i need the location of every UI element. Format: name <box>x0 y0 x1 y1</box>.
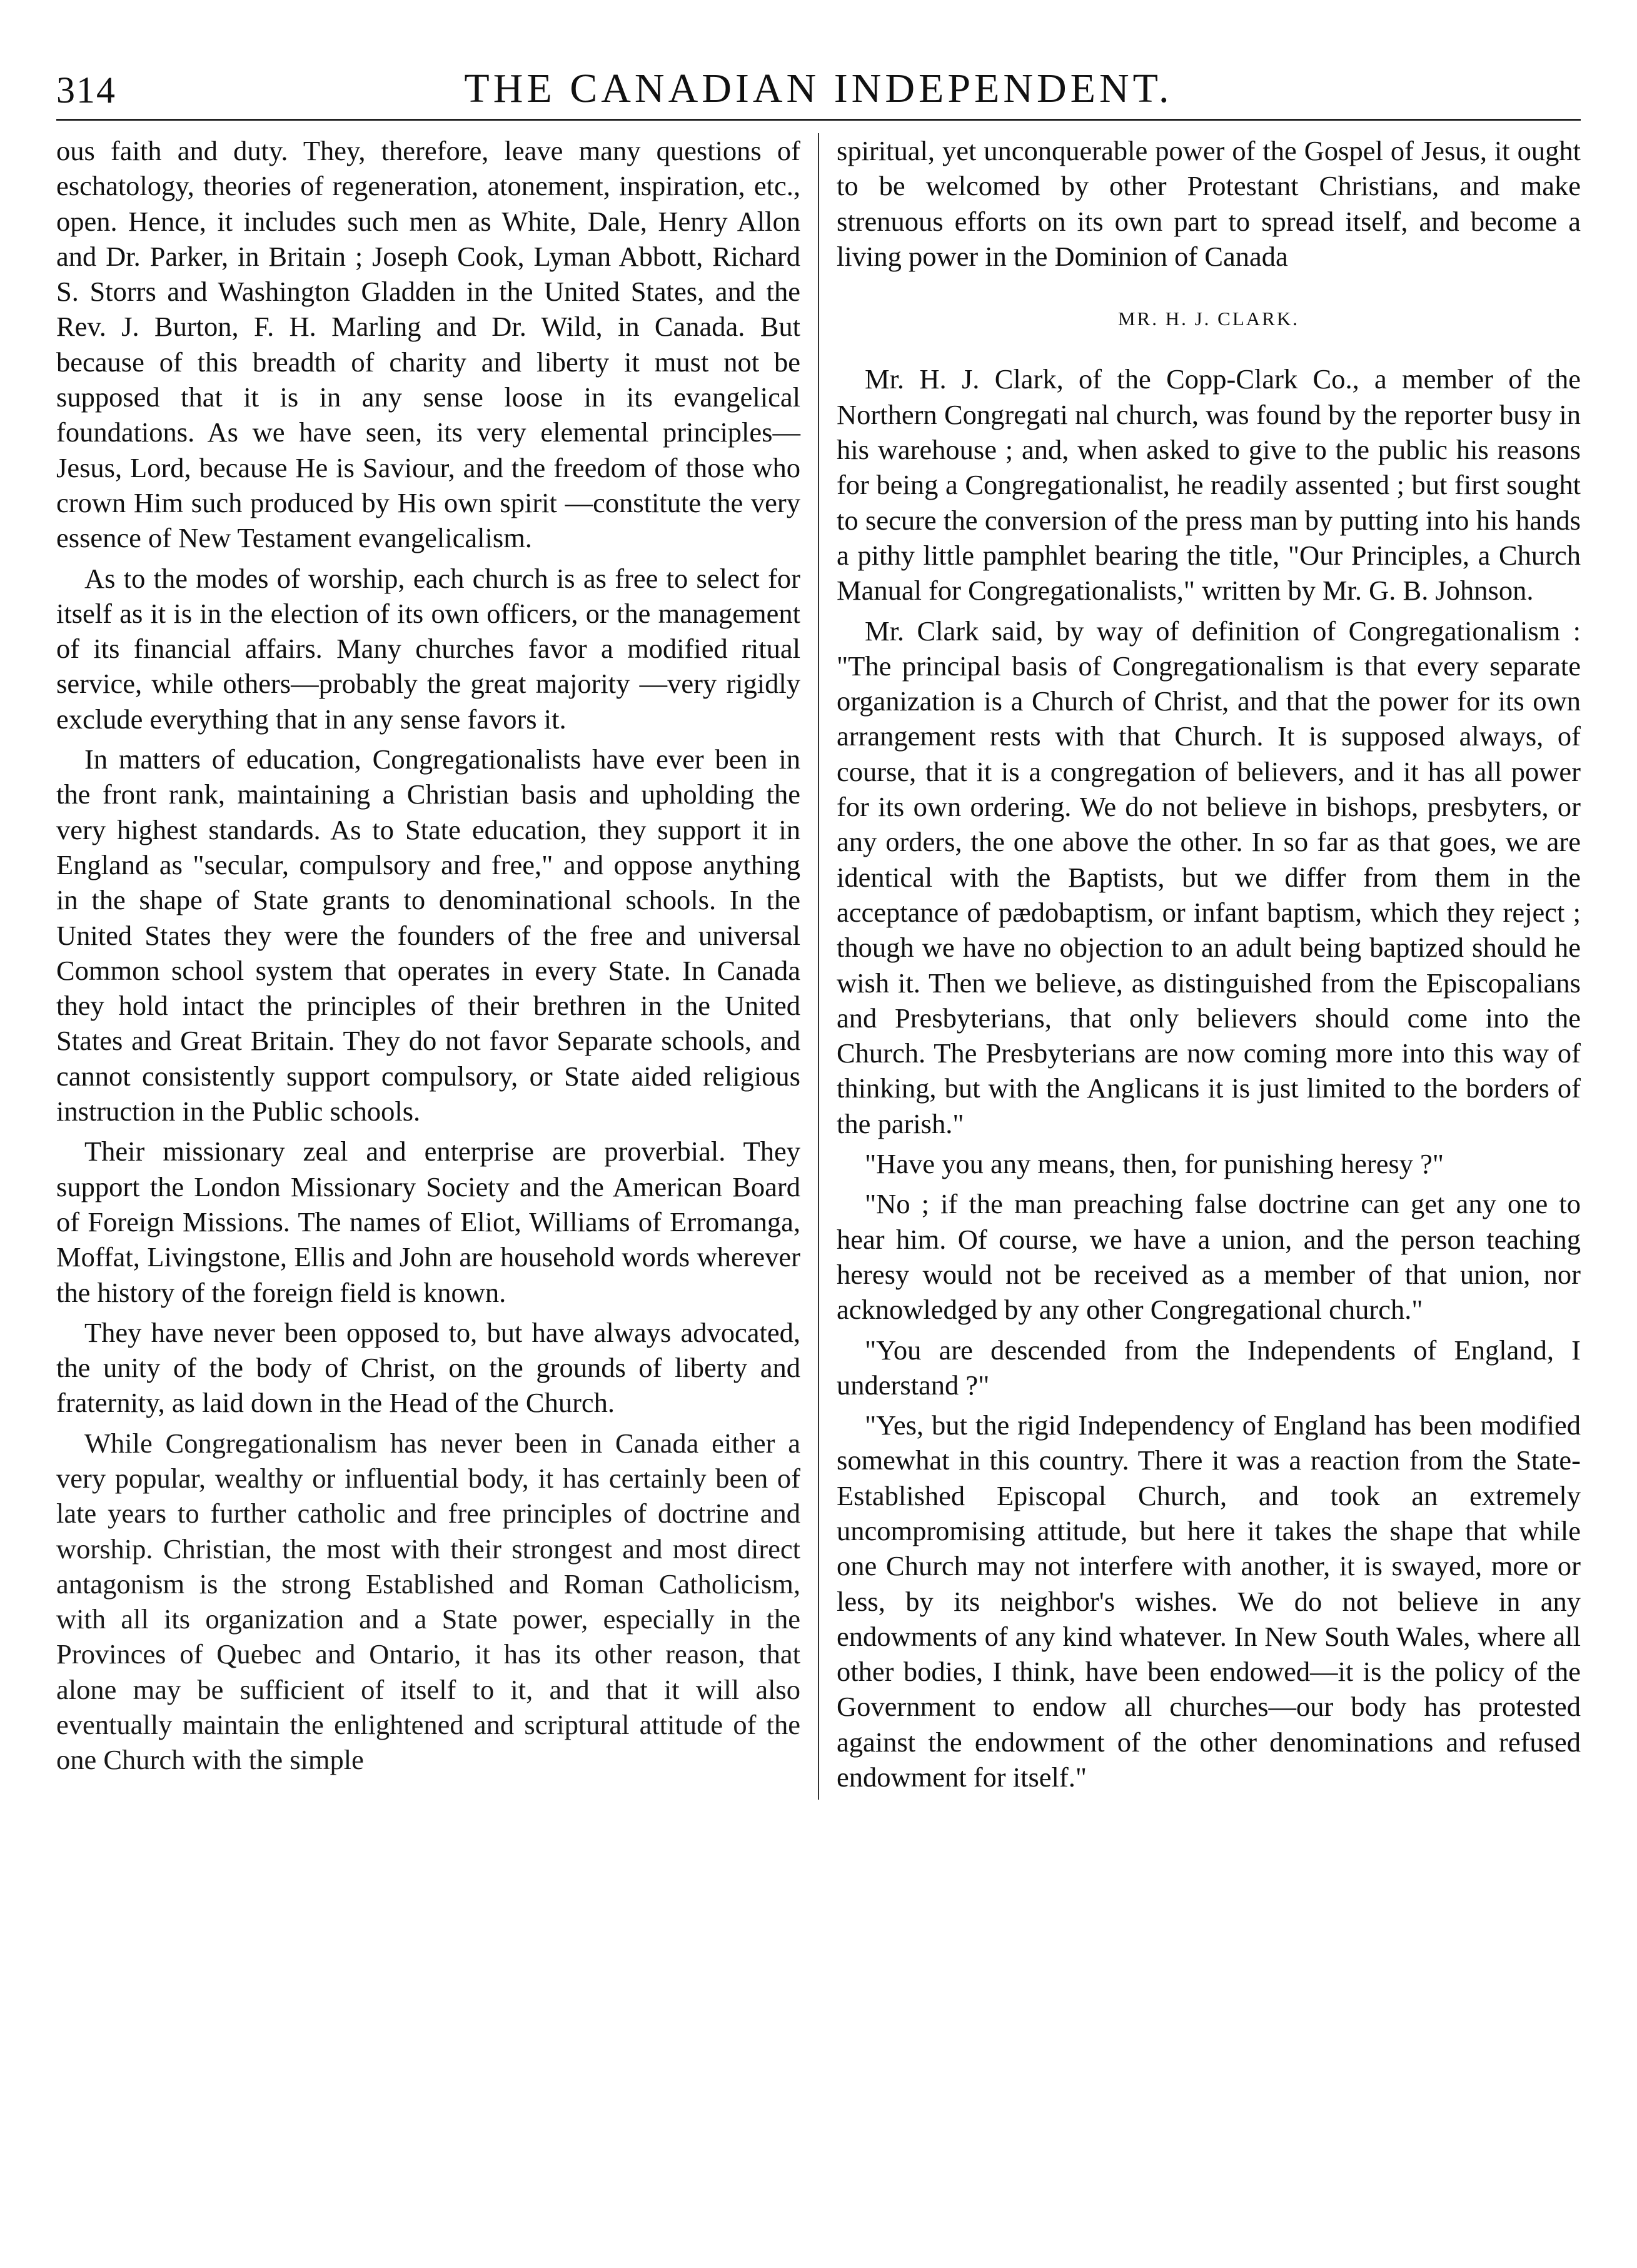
article-paragraph: "Yes, but the rigid Independency of England has been modified somewhat in this country. There it was a reaction from the State-Established Episcopal Church, and took an extremely uncompromising attitude, but here it takes the shape that while one Church may not interfere with another, it is swayed, more or less, by its neighbor's wishes. We do not believe in any endowments of any kind whatever. In New South Wales, where all other bodies, I think, have been endowed—it is the policy of the Government to endow all churches—our body has protested against the endowment of the other denominations and refused endowment for itself." <box>837 1409 1581 1793</box>
article-paragraph: Mr. H. J. Clark, of the Copp-Clark Co., a member of the Northern Congregati nal church, was found by the reporter busy in his warehouse ; and, when asked to give to the public his reasons for being a Congregationalist, he readily assented ; but first sought to secure the conversion of the press man by putting into his hands a pithy little pamphlet bearing the title, "Our Principles, a Church Manual for Congregationalists," written by Mr. G. B. Johnson. <box>837 363 1581 607</box>
article-paragraph: While Congregationalism has never been in Canada either a very popular, wealthy or influential body, it has certainly been of late years to further catholic and free principles of doctrine and worship. Christian, the most with their strongest and most direct antagonism is the strong Established and Roman Catholicism, with all its organization and a State power, especially in the Provinces of Quebec and Ontario, it has its other reason, that alone may be sufficient of itself to it, and that it will also eventually maintain the enlightened and scriptural attitude of the one Church with the simple <box>56 1427 800 1776</box>
page-number: 314 <box>56 69 116 111</box>
article-paragraph: Mr. Clark said, by way of definition of Congregationalism : "The principal basis of Congregationalism is that every separate organization is a Church of Christ, and that the power for its own arrangement rests with that Church. It is supposed always, of course, that it is a congregation of believers, and it has all power for its own ordering. We do not believe in bishops, presbyters, or any orders, the one above the other. In so far as that goes, we are identical with the Baptists, but we differ from them in the acceptance of pædobaptism, or infant baptism, which they reject ; though we have no objection to an adult being baptized should he wish it. Then we believe, as distinguished from the Episcopalians and Presbyterians, that only believers should come into the Church. The Presbyterians are now coming more into this way of thinking, but with the Anglicans it is just limited to the borders of the parish." <box>837 615 1581 1139</box>
section-subheading: MR. H. J. CLARK. <box>1117 308 1299 330</box>
right-column <box>837 133 1581 1800</box>
article-paragraph: "Have you any means, then, for punishing heresy ?" <box>865 1148 1444 1180</box>
article-paragraph: They have never been opposed to, but have always advocated, the unity of the body of Christ, on the grounds of liberty and fraternity, as laid down in the Head of the Church. <box>56 1316 800 1419</box>
journal-title: THE CANADIAN INDEPENDENT. <box>464 66 1173 111</box>
column-divider <box>818 133 819 1800</box>
left-column <box>56 133 800 1800</box>
article-paragraph: ous faith and duty. They, therefore, leave many questions of eschatology, theories of regeneration, atonement, inspiration, etc., open. Hence, it includes such men as White, Dale, Henry Allon and Dr. Parker, in Britain ; Joseph Cook, Lyman Abbott, Richard S. Storrs and Washington Gladden in the United States, and the Rev. J. Burton, F. H. Marling and Dr. Wild, in Canada. But because of this breadth of charity and liberty it must not be supposed that it is in any sense loose in its evangelical foundations. As we have seen, its very elemental principles—Jesus, Lord, because He is Saviour, and the freedom of those who crown Him such produced by His own spirit —constitute the very essence of New Testament evangelicalism. <box>56 135 800 554</box>
article-paragraph: Their missionary zeal and enterprise are proverbial. They support the London Missionary Society and the American Board of Foreign Missions. The names of Eliot, Williams of Erromanga, Moffat, Livingstone, Ellis and John are household words wherever the history of the foreign field is known. <box>56 1136 800 1308</box>
article-paragraph: As to the modes of worship, each church is as free to select for itself as it is in the election of its own officers, or the management of its financial affairs. Many churches favor a modified ritual service, while others—probably the great majority —very rigidly exclude everything that in any sense favors it. <box>56 562 800 735</box>
article-paragraph: In matters of education, Congregationalists have ever been in the front rank, maintaining a Christian basis and upholding the very highest standards. As to State education, they support it in England as "secular, compulsory and free," and oppose anything in the shape of State grants to denominational schools. In the United States they were the founders of the free and universal Common school system that operates in every State. In Canada they hold intact the principles of their brethren in the United States and Great Britain. They do not favor Separate schools, and cannot consistently support compulsory, or State aided religious instruction in the Public schools. <box>56 743 800 1127</box>
article-paragraph: "No ; if the man preaching false doctrine can get any one to hear him. Of course, we have a union, and the person teaching heresy would not be received as a member of that union, nor acknowledged by any other Congregational church." <box>837 1188 1581 1326</box>
running-header <box>56 63 1581 121</box>
article-paragraph: spiritual, yet unconquerable power of the Gospel of Jesus, it ought to be welcomed by other Protestant Christians, and make strenuous efforts on its own part to spread itself, and become a living power in the Dominion of Canada <box>837 135 1581 272</box>
article-paragraph: "You are descended from the Independents of England, I understand ?" <box>837 1334 1581 1401</box>
two-column-body <box>56 133 1581 1800</box>
